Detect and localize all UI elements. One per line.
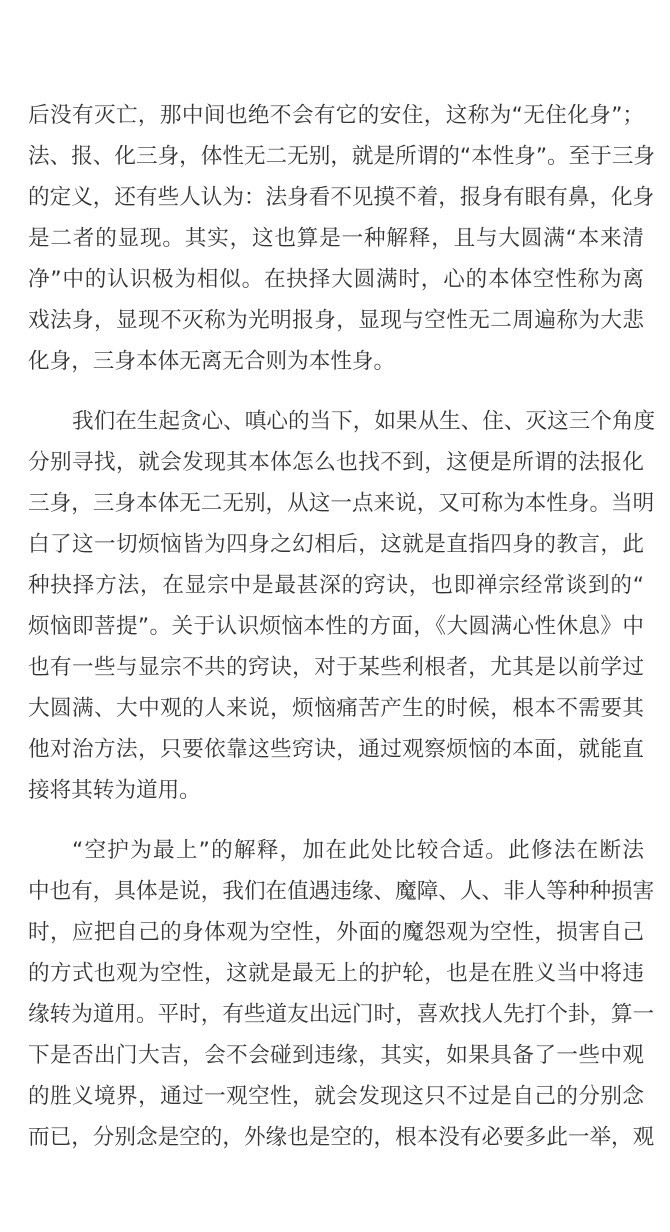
text-line: 种抉择方法，在显宗中是最甚深的窍诀，也即禅宗经常谈到的“ (28, 573, 644, 598)
text-line: 时，应把自己的身体观为空性，外面的魔怨观为空性，损害自己 (28, 920, 644, 945)
text-line: 是二者的显现。其实，这也算是一种解释，且与大圆满“本来清 (28, 226, 644, 251)
text-line: “空护为最上”的解释，加在此处比较合适。此修法在断法 (72, 838, 644, 863)
text-line: 三身，三身本体无二无别，从这一点来说，又可称为本性身。当明 (28, 491, 655, 516)
paragraph-2 (28, 401, 656, 811)
text-line: 净”中的认识极为相似。在抉择大圆满时，心的本体空性称为离 (28, 267, 644, 292)
text-line: 大圆满、大中观的人来说，烦恼痛苦产生的时候，根本不需要其 (28, 696, 644, 721)
text-line: 烦恼即菩提”。关于认识烦恼本性的方面，《大圆满心性休息》中 (28, 614, 644, 639)
text-line: 中也有，具体是说，我们在值遇违缘、魔障、人、非人等种种损害 (28, 879, 655, 904)
text-line: 白了这一切烦恼皆为四身之幻相后，这就是直指四身的教言，此 (28, 532, 644, 557)
text-line: 法、报、化三身，体性无二无别，就是所谓的“本性身”。至于三身 (28, 144, 656, 169)
text-line: 缘转为道用。平时，有些道友出远门时，喜欢找人先打个卦，算一 (28, 1002, 655, 1027)
paragraph-1 (28, 95, 656, 382)
text-line: 他对治方法，只要依靠这些窍诀，通过观察烦恼的本面，就能直 (28, 737, 644, 762)
text-line: 后没有灭亡，那中间也绝不会有它的安住，这称为“无住化身”； (28, 103, 644, 128)
text-line: 接将其转为道用。 (28, 778, 201, 803)
document-page (28, 95, 656, 1177)
text-line: 化身，三身本体无离无合则为本性身。 (28, 349, 396, 374)
text-line: 的方式也观为空性，这就是最无上的护轮，也是在胜义当中将违 (28, 961, 644, 986)
text-line: 分别寻找，就会发现其本体怎么也找不到，这便是所谓的法报化 (28, 450, 644, 475)
text-line: 的胜义境界，通过一观空性，就会发现这只不过是自己的分别念 (28, 1084, 644, 1109)
text-line: 我们在生起贪心、嗔心的当下，如果从生、住、灭这三个角度 (72, 409, 656, 434)
text-line: 的定义，还有些人认为：法身看不见摸不着，报身有眼有鼻，化身 (28, 185, 655, 210)
text-line: 也有一些与显宗不共的窍诀，对于某些利根者，尤其是以前学过 (28, 655, 644, 680)
text-line: 戏法身，显现不灭称为光明报身，显现与空性无二周遍称为大悲 (28, 308, 644, 333)
paragraph-3 (28, 830, 655, 1158)
text-line: 而已，分别念是空的，外缘也是空的，根本没有必要多此一举，观 (28, 1125, 655, 1150)
text-line: 下是否出门大吉，会不会碰到违缘，其实，如果具备了一些中观 (28, 1043, 644, 1068)
